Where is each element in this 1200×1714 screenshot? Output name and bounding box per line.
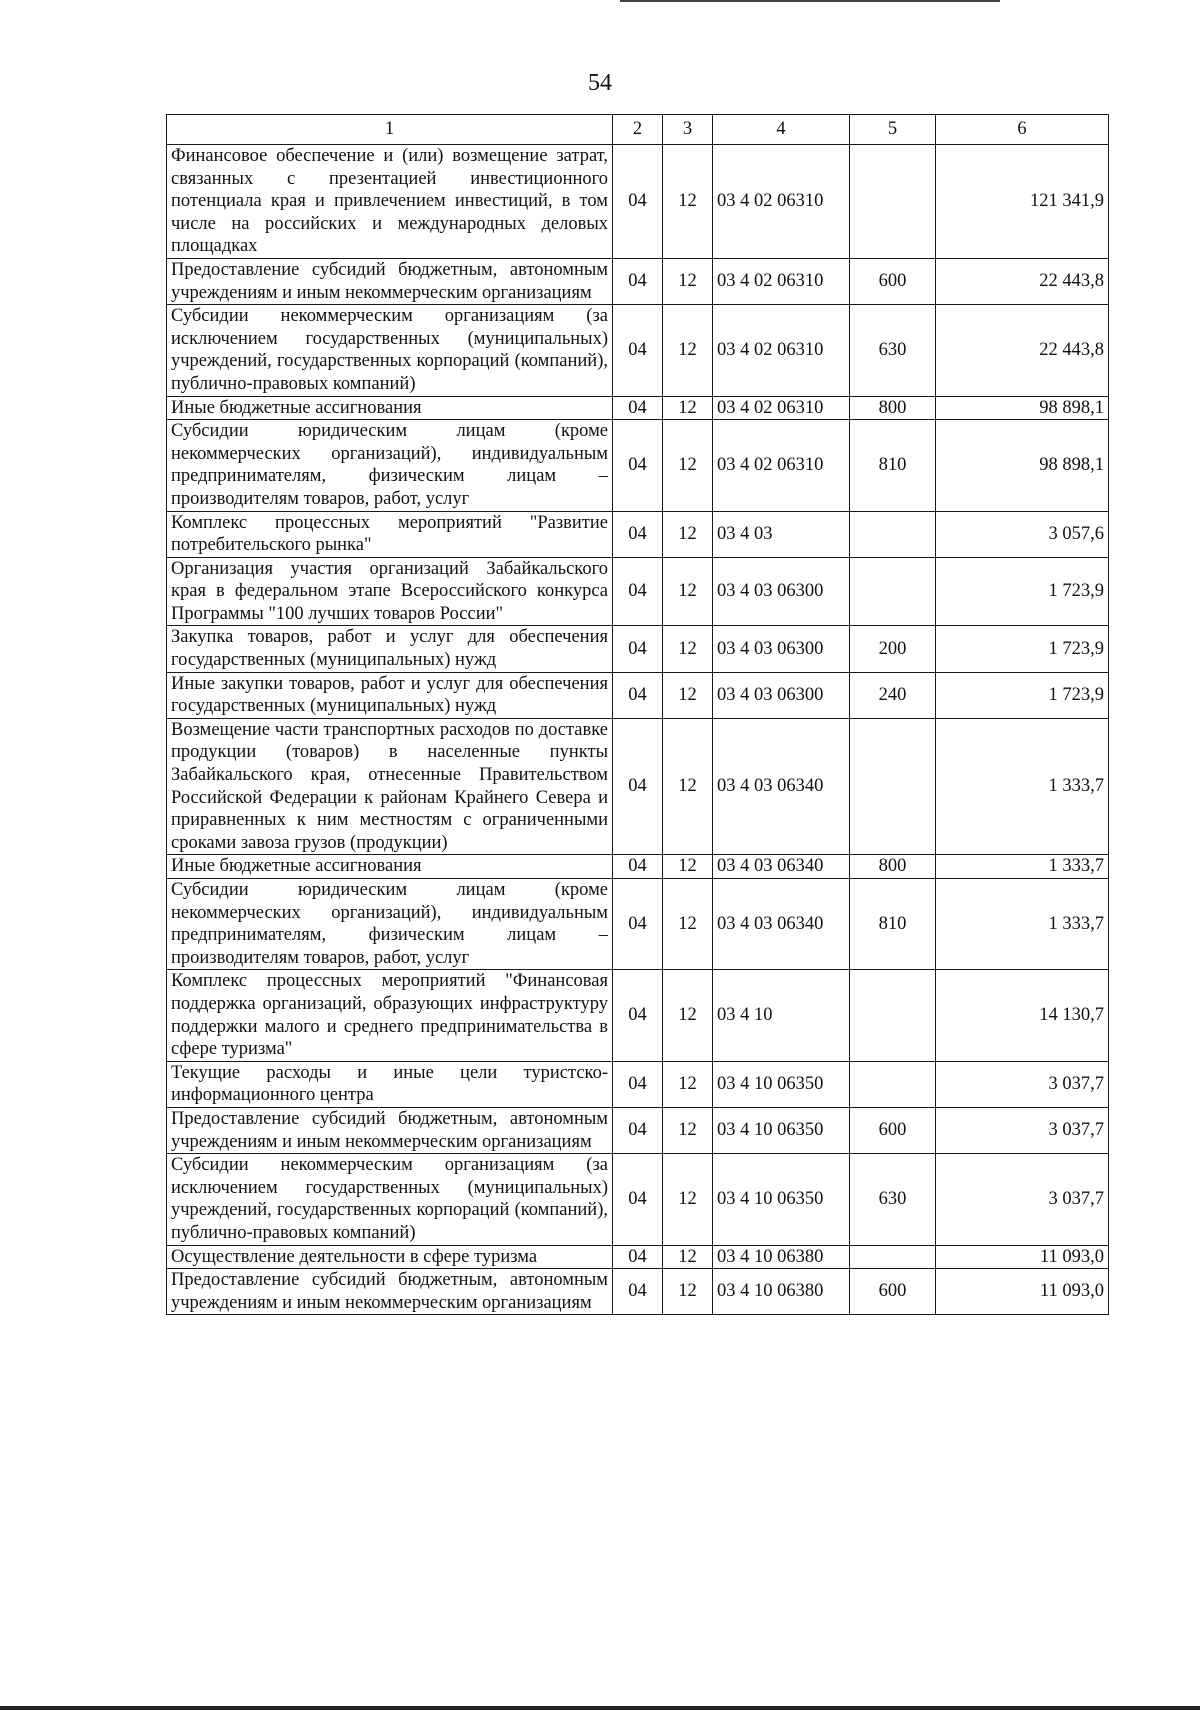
target-article-cell: 03 4 03 06300	[713, 626, 850, 672]
subsection-code-cell: 12	[663, 1061, 713, 1107]
expense-type-cell: 810	[850, 879, 936, 970]
section-code-cell: 04	[613, 1061, 663, 1107]
target-article-cell: 03 4 02 06310	[713, 145, 850, 259]
target-article-cell: 03 4 03 06340	[713, 718, 850, 855]
expense-name-cell: Комплекс процессных мероприятий "Развитие потребительского рынка"	[167, 511, 613, 557]
target-article-cell: 03 4 10	[713, 970, 850, 1061]
target-article-cell: 03 4 10 06380	[713, 1245, 850, 1269]
expense-name-cell: Комплекс процессных мероприятий "Финансовая поддержка организаций, образующих инфраструктуру поддержки малого и среднего предпринимательства в сфере туризма"	[167, 970, 613, 1061]
expense-type-cell	[850, 1245, 936, 1269]
expense-type-cell: 630	[850, 305, 936, 396]
section-code-cell: 04	[613, 511, 663, 557]
expense-type-cell: 800	[850, 855, 936, 879]
amount-cell: 1 333,7	[936, 718, 1109, 855]
target-article-cell: 03 4 10 06350	[713, 1061, 850, 1107]
header-row	[167, 115, 1109, 145]
expense-type-cell: 600	[850, 1269, 936, 1315]
table-row	[167, 145, 1109, 259]
expense-type-cell	[850, 718, 936, 855]
header-col-1: 1	[167, 115, 613, 145]
section-code-cell: 04	[613, 626, 663, 672]
subsection-code-cell: 12	[663, 396, 713, 420]
amount-cell: 1 333,7	[936, 855, 1109, 879]
expense-type-cell: 600	[850, 1107, 936, 1153]
amount-cell: 14 130,7	[936, 970, 1109, 1061]
subsection-code-cell: 12	[663, 672, 713, 718]
table-row	[167, 1154, 1109, 1245]
section-code-cell: 04	[613, 1269, 663, 1315]
header-col-3: 3	[663, 115, 713, 145]
table-row	[167, 626, 1109, 672]
subsection-code-cell: 12	[663, 626, 713, 672]
subsection-code-cell: 12	[663, 258, 713, 304]
table-row	[167, 1245, 1109, 1269]
amount-cell: 121 341,9	[936, 145, 1109, 259]
table-header	[167, 115, 1109, 145]
subsection-code-cell: 12	[663, 305, 713, 396]
expense-name-cell: Субсидии некоммерческим организациям (за исключением государственных (муниципальных) учреждений, государственных корпораций (компаний), публично-правовых компаний)	[167, 1154, 613, 1245]
expense-name-cell: Предоставление субсидий бюджетным, автономным учреждениям и иным некоммерческим организациям	[167, 258, 613, 304]
expense-name-cell: Предоставление субсидий бюджетным, автономным учреждениям и иным некоммерческим организациям	[167, 1107, 613, 1153]
target-article-cell: 03 4 03 06300	[713, 672, 850, 718]
table-row	[167, 420, 1109, 511]
section-code-cell: 04	[613, 1245, 663, 1269]
subsection-code-cell: 12	[663, 855, 713, 879]
target-article-cell: 03 4 02 06310	[713, 305, 850, 396]
subsection-code-cell: 12	[663, 1269, 713, 1315]
target-article-cell: 03 4 03 06340	[713, 879, 850, 970]
table-row	[167, 511, 1109, 557]
subsection-code-cell: 12	[663, 511, 713, 557]
subsection-code-cell: 12	[663, 557, 713, 626]
subsection-code-cell: 12	[663, 145, 713, 259]
table-body	[167, 145, 1109, 1315]
target-article-cell: 03 4 02 06310	[713, 258, 850, 304]
section-code-cell: 04	[613, 258, 663, 304]
table-row	[167, 970, 1109, 1061]
subsection-code-cell: 12	[663, 1154, 713, 1245]
amount-cell: 1 723,9	[936, 626, 1109, 672]
table-row	[167, 396, 1109, 420]
expense-name-cell: Закупка товаров, работ и услуг для обеспечения государственных (муниципальных) нужд	[167, 626, 613, 672]
amount-cell: 98 898,1	[936, 420, 1109, 511]
section-code-cell: 04	[613, 557, 663, 626]
amount-cell: 1 333,7	[936, 879, 1109, 970]
amount-cell: 1 723,9	[936, 672, 1109, 718]
amount-cell: 22 443,8	[936, 258, 1109, 304]
section-code-cell: 04	[613, 1107, 663, 1153]
section-code-cell: 04	[613, 145, 663, 259]
table-row	[167, 1269, 1109, 1315]
expense-name-cell: Организация участия организаций Забайкальского края в федеральном этапе Всероссийского конкурса Программы "100 лучших товаров России"	[167, 557, 613, 626]
table-row	[167, 557, 1109, 626]
header-col-5: 5	[850, 115, 936, 145]
expense-name-cell: Текущие расходы и иные цели туристско-информационного центра	[167, 1061, 613, 1107]
table-row	[167, 258, 1109, 304]
expense-name-cell: Субсидии юридическим лицам (кроме некоммерческих организаций), индивидуальным предпринимателям, физическим лицам – производителям товаров, работ, услуг	[167, 879, 613, 970]
scan-edge-bottom	[0, 1706, 1200, 1710]
subsection-code-cell: 12	[663, 1107, 713, 1153]
target-article-cell: 03 4 02 06310	[713, 420, 850, 511]
table-row	[167, 718, 1109, 855]
expense-name-cell: Иные бюджетные ассигнования	[167, 396, 613, 420]
section-code-cell: 04	[613, 855, 663, 879]
header-col-6: 6	[936, 115, 1109, 145]
amount-cell: 3 057,6	[936, 511, 1109, 557]
expense-name-cell: Иные закупки товаров, работ и услуг для обеспечения государственных (муниципальных) нужд	[167, 672, 613, 718]
amount-cell: 98 898,1	[936, 396, 1109, 420]
header-col-2: 2	[613, 115, 663, 145]
amount-cell: 11 093,0	[936, 1269, 1109, 1315]
target-article-cell: 03 4 10 06350	[713, 1154, 850, 1245]
expense-name-cell: Субсидии юридическим лицам (кроме некоммерческих организаций), индивидуальным предпринимателям, физическим лицам – производителям товаров, работ, услуг	[167, 420, 613, 511]
amount-cell: 1 723,9	[936, 557, 1109, 626]
expense-type-cell: 800	[850, 396, 936, 420]
subsection-code-cell: 12	[663, 879, 713, 970]
section-code-cell: 04	[613, 1154, 663, 1245]
amount-cell: 3 037,7	[936, 1107, 1109, 1153]
subsection-code-cell: 12	[663, 970, 713, 1061]
expense-type-cell	[850, 511, 936, 557]
expense-type-cell	[850, 1061, 936, 1107]
section-code-cell: 04	[613, 970, 663, 1061]
target-article-cell: 03 4 10 06380	[713, 1269, 850, 1315]
expense-name-cell: Субсидии некоммерческим организациям (за исключением государственных (муниципальных) учреждений, государственных корпораций (компаний), публично-правовых компаний)	[167, 305, 613, 396]
header-col-4: 4	[713, 115, 850, 145]
subsection-code-cell: 12	[663, 718, 713, 855]
expense-name-cell: Иные бюджетные ассигнования	[167, 855, 613, 879]
expense-type-cell: 240	[850, 672, 936, 718]
target-article-cell: 03 4 03 06340	[713, 855, 850, 879]
target-article-cell: 03 4 03 06300	[713, 557, 850, 626]
expense-type-cell	[850, 970, 936, 1061]
amount-cell: 3 037,7	[936, 1154, 1109, 1245]
section-code-cell: 04	[613, 879, 663, 970]
page-number: 54	[588, 70, 612, 96]
expense-type-cell	[850, 557, 936, 626]
target-article-cell: 03 4 02 06310	[713, 396, 850, 420]
expense-name-cell: Предоставление субсидий бюджетным, автономным учреждениям и иным некоммерческим организациям	[167, 1269, 613, 1315]
expense-type-cell: 200	[850, 626, 936, 672]
subsection-code-cell: 12	[663, 420, 713, 511]
expense-type-cell: 810	[850, 420, 936, 511]
table-row	[167, 672, 1109, 718]
expense-name-cell: Осуществление деятельности в сфере туризма	[167, 1245, 613, 1269]
scan-edge-top	[620, 0, 1000, 2]
table-row	[167, 879, 1109, 970]
table-row	[167, 305, 1109, 396]
expense-name-cell: Финансовое обеспечение и (или) возмещение затрат, связанных с презентацией инвестиционного потенциала края и привлечением инвестиций, в том числе на российских и международных деловых площадках	[167, 145, 613, 259]
section-code-cell: 04	[613, 718, 663, 855]
budget-table	[166, 114, 1109, 1315]
table-row	[167, 1107, 1109, 1153]
table-row	[167, 855, 1109, 879]
amount-cell: 22 443,8	[936, 305, 1109, 396]
amount-cell: 3 037,7	[936, 1061, 1109, 1107]
expense-name-cell: Возмещение части транспортных расходов по доставке продукции (товаров) в населенные пункты Забайкальского края, отнесенные Правительством Российской Федерации к районам Крайнего Севера и приравненных к ним местностям с ограниченными сроками завоза грузов (продукции)	[167, 718, 613, 855]
target-article-cell: 03 4 03	[713, 511, 850, 557]
subsection-code-cell: 12	[663, 1245, 713, 1269]
section-code-cell: 04	[613, 672, 663, 718]
section-code-cell: 04	[613, 396, 663, 420]
target-article-cell: 03 4 10 06350	[713, 1107, 850, 1153]
table-row	[167, 1061, 1109, 1107]
section-code-cell: 04	[613, 305, 663, 396]
expense-type-cell: 630	[850, 1154, 936, 1245]
section-code-cell: 04	[613, 420, 663, 511]
amount-cell: 11 093,0	[936, 1245, 1109, 1269]
expense-type-cell: 600	[850, 258, 936, 304]
expense-type-cell	[850, 145, 936, 259]
